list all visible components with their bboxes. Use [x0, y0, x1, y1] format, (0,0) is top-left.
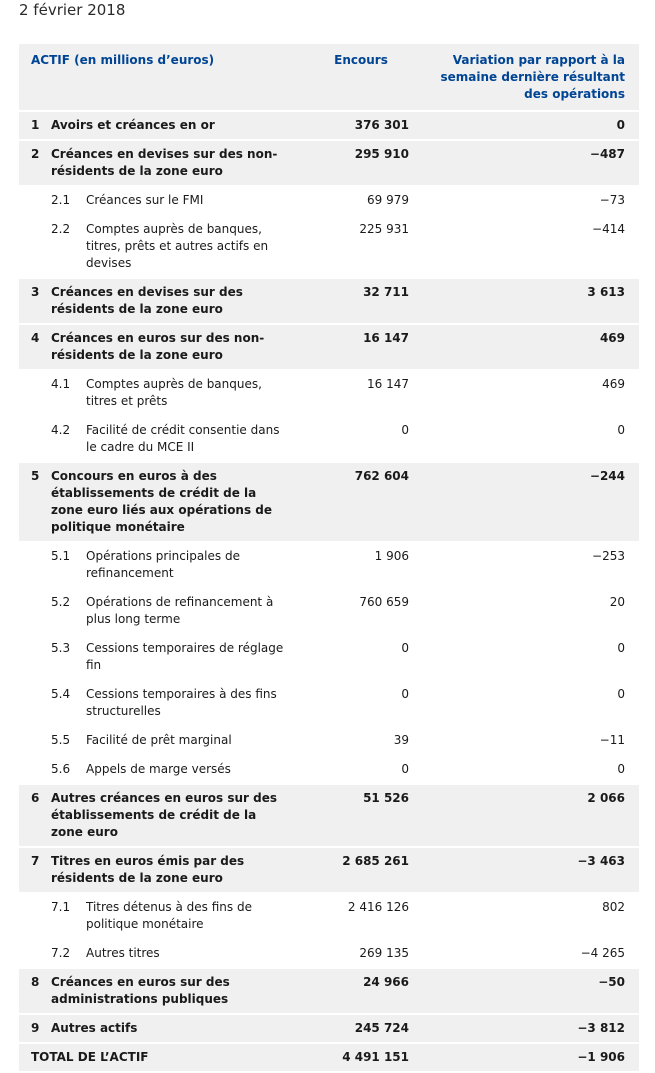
row-number: 2.2 [19, 215, 86, 278]
table-row-sub [19, 680, 639, 726]
row-number: 1 [19, 111, 51, 140]
row-label: Cessions temporaires à des fins structurelles [86, 680, 299, 726]
row-number: 6 [19, 784, 51, 847]
row-variation: 0 [423, 634, 639, 680]
row-number: 5.3 [19, 634, 86, 680]
table-row-main [19, 462, 639, 542]
row-variation: −253 [423, 542, 639, 588]
row-encours: 2 685 261 [299, 847, 423, 893]
row-label: Comptes auprès de banques, titres, prêts et autres actifs en devises [86, 215, 299, 278]
row-variation: −73 [423, 186, 639, 215]
table-body [19, 111, 639, 1043]
table-row-sub [19, 542, 639, 588]
total-encours: 4 491 151 [299, 1043, 423, 1072]
table-row-sub [19, 588, 639, 634]
column-header-label: ACTIF (en millions d’euros) [19, 44, 299, 111]
row-label: Facilité de crédit consentie dans le cadre du MCE II [86, 416, 299, 462]
row-number: 5.6 [19, 755, 86, 784]
row-encours: 0 [299, 634, 423, 680]
row-encours: 0 [299, 755, 423, 784]
row-encours: 0 [299, 680, 423, 726]
table-row-sub [19, 726, 639, 755]
row-number: 7.1 [19, 893, 86, 939]
row-encours: 760 659 [299, 588, 423, 634]
table-row-main [19, 324, 639, 370]
row-label: Autres actifs [51, 1014, 299, 1043]
row-encours: 16 147 [299, 324, 423, 370]
row-number: 3 [19, 278, 51, 324]
row-variation: −244 [423, 462, 639, 542]
row-encours: 39 [299, 726, 423, 755]
row-encours: 69 979 [299, 186, 423, 215]
table-row-main [19, 1014, 639, 1043]
table-row-main [19, 784, 639, 847]
column-header-encours: Encours [299, 44, 423, 111]
row-variation: −414 [423, 215, 639, 278]
row-encours: 0 [299, 416, 423, 462]
row-variation: −11 [423, 726, 639, 755]
row-number: 7 [19, 847, 51, 893]
balance-sheet-assets-table [19, 44, 639, 1073]
table-row-main [19, 111, 639, 140]
row-label: Concours en euros à des établissements de crédit de la zone euro liés aux opérations de politique monétaire [51, 462, 299, 542]
row-number: 5.2 [19, 588, 86, 634]
total-label: TOTAL DE L’ACTIF [19, 1043, 299, 1072]
row-number: 5.5 [19, 726, 86, 755]
row-variation: 469 [423, 370, 639, 416]
table-row-main [19, 278, 639, 324]
row-label: Comptes auprès de banques, titres et prêts [86, 370, 299, 416]
row-encours: 762 604 [299, 462, 423, 542]
row-label: Créances en euros sur des administrations publiques [51, 968, 299, 1014]
table-row-sub [19, 370, 639, 416]
row-label: Opérations de refinancement à plus long terme [86, 588, 299, 634]
row-number: 4 [19, 324, 51, 370]
table-row-main [19, 140, 639, 186]
row-variation: −50 [423, 968, 639, 1014]
table-total [19, 1043, 639, 1072]
row-label: Titres en euros émis par des résidents de la zone euro [51, 847, 299, 893]
row-variation: 469 [423, 324, 639, 370]
row-number: 9 [19, 1014, 51, 1043]
row-variation: 2 066 [423, 784, 639, 847]
column-header-variation: Variation par rapport à la semaine dernière résultant des opérations [423, 44, 639, 111]
row-label: Titres détenus à des fins de politique monétaire [86, 893, 299, 939]
table-row-main [19, 968, 639, 1014]
row-number: 5.4 [19, 680, 86, 726]
row-variation: 802 [423, 893, 639, 939]
row-number: 5.1 [19, 542, 86, 588]
row-label: Autres créances en euros sur des établissements de crédit de la zone euro [51, 784, 299, 847]
row-variation: 3 613 [423, 278, 639, 324]
total-variation: −1 906 [423, 1043, 639, 1072]
row-label: Cessions temporaires de réglage fin [86, 634, 299, 680]
table-row-main [19, 847, 639, 893]
row-encours: 245 724 [299, 1014, 423, 1043]
row-variation: 0 [423, 111, 639, 140]
row-label: Opérations principales de refinancement [86, 542, 299, 588]
row-variation: 0 [423, 755, 639, 784]
row-number: 5 [19, 462, 51, 542]
row-encours: 1 906 [299, 542, 423, 588]
total-row [19, 1043, 639, 1072]
row-label: Créances en devises sur des non-résidents de la zone euro [51, 140, 299, 186]
row-label: Autres titres [86, 939, 299, 968]
row-number: 2.1 [19, 186, 86, 215]
row-variation: −3 463 [423, 847, 639, 893]
table-row-sub [19, 186, 639, 215]
row-encours: 376 301 [299, 111, 423, 140]
table-row-sub [19, 939, 639, 968]
table-row-sub [19, 634, 639, 680]
row-encours: 24 966 [299, 968, 423, 1014]
row-number: 2 [19, 140, 51, 186]
row-label: Créances sur le FMI [86, 186, 299, 215]
table-row-sub [19, 215, 639, 278]
row-number: 8 [19, 968, 51, 1014]
row-encours: 269 135 [299, 939, 423, 968]
table-row-sub [19, 416, 639, 462]
row-encours: 32 711 [299, 278, 423, 324]
row-encours: 51 526 [299, 784, 423, 847]
row-variation: 0 [423, 416, 639, 462]
row-label: Créances en devises sur des résidents de la zone euro [51, 278, 299, 324]
row-encours: 225 931 [299, 215, 423, 278]
row-label: Appels de marge versés [86, 755, 299, 784]
row-variation: 0 [423, 680, 639, 726]
table-row-sub [19, 755, 639, 784]
row-label: Facilité de prêt marginal [86, 726, 299, 755]
row-encours: 295 910 [299, 140, 423, 186]
table-row-sub [19, 893, 639, 939]
publication-date: 2 février 2018 [19, 1, 126, 19]
row-number: 7.2 [19, 939, 86, 968]
row-variation: −3 812 [423, 1014, 639, 1043]
row-variation: −4 265 [423, 939, 639, 968]
table-header-row [19, 44, 639, 111]
row-number: 4.1 [19, 370, 86, 416]
row-number: 4.2 [19, 416, 86, 462]
row-label: Créances en euros sur des non-résidents de la zone euro [51, 324, 299, 370]
row-encours: 16 147 [299, 370, 423, 416]
row-encours: 2 416 126 [299, 893, 423, 939]
row-label: Avoirs et créances en or [51, 111, 299, 140]
row-variation: −487 [423, 140, 639, 186]
row-variation: 20 [423, 588, 639, 634]
